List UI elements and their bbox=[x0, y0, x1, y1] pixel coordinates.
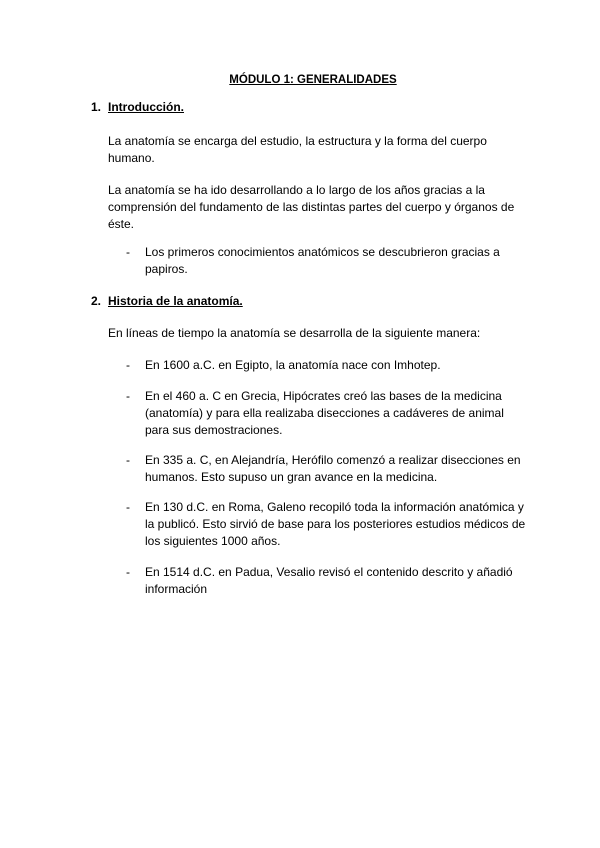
bullet-marker: - bbox=[126, 389, 130, 403]
list-item bbox=[126, 452, 530, 486]
list-item-text: En 1600 a.C. en Egipto, la anatomía nace con Imhotep. bbox=[145, 358, 441, 372]
document-title: MÓDULO 1: GENERALIDADES bbox=[229, 74, 397, 86]
section-number: 2. bbox=[91, 294, 102, 308]
bullet-marker: - bbox=[126, 245, 130, 259]
section-title: Introducción. bbox=[108, 100, 184, 114]
list-item-text: En 130 d.C. en Roma, Galeno recopiló toda la información anatómica y la publicó. Esto sirvió de base para los posteriores estudios médicos de los siguientes 1000 años. bbox=[145, 500, 526, 548]
list-item bbox=[126, 499, 530, 550]
list-item bbox=[126, 357, 530, 374]
section-heading-historia bbox=[91, 293, 243, 310]
list-item-text: Los primeros conocimientos anatómicos se descubrieron gracias a papiros. bbox=[145, 245, 500, 276]
bullet-marker: - bbox=[126, 453, 130, 467]
bullet-marker: - bbox=[126, 565, 130, 579]
list-item bbox=[126, 388, 530, 439]
section-title: Historia de la anatomía. bbox=[108, 294, 243, 308]
list-item bbox=[126, 244, 530, 278]
section-heading-introduccion bbox=[91, 99, 184, 116]
list-item-text: En 1514 d.C. en Padua, Vesalio revisó el contenido descrito y añadió información bbox=[145, 565, 513, 596]
paragraph: La anatomía se encarga del estudio, la estructura y la forma del cuerpo humano. bbox=[108, 134, 487, 165]
section-number: 1. bbox=[91, 100, 102, 114]
paragraph: La anatomía se ha ido desarrollando a lo largo de los años gracias a la comprensión del fundamento de las distintas partes del cuerpo y órganos de éste. bbox=[108, 183, 515, 231]
list-item-text: En 335 a. C, en Alejandría, Herófilo comenzó a realizar disecciones en humanos. Esto supuso un gran avance en la medicina. bbox=[145, 453, 521, 484]
list-item-text: En el 460 a. C en Grecia, Hipócrates creó las bases de la medicina (anatomía) y para ella realizaba disecciones a cadáveres de animal para sus demostraciones. bbox=[145, 389, 504, 437]
bullet-marker: - bbox=[126, 500, 130, 514]
paragraph: En líneas de tiempo la anatomía se desarrolla de la siguiente manera: bbox=[108, 326, 481, 340]
bullet-marker: - bbox=[126, 358, 130, 372]
list-item bbox=[126, 564, 530, 598]
